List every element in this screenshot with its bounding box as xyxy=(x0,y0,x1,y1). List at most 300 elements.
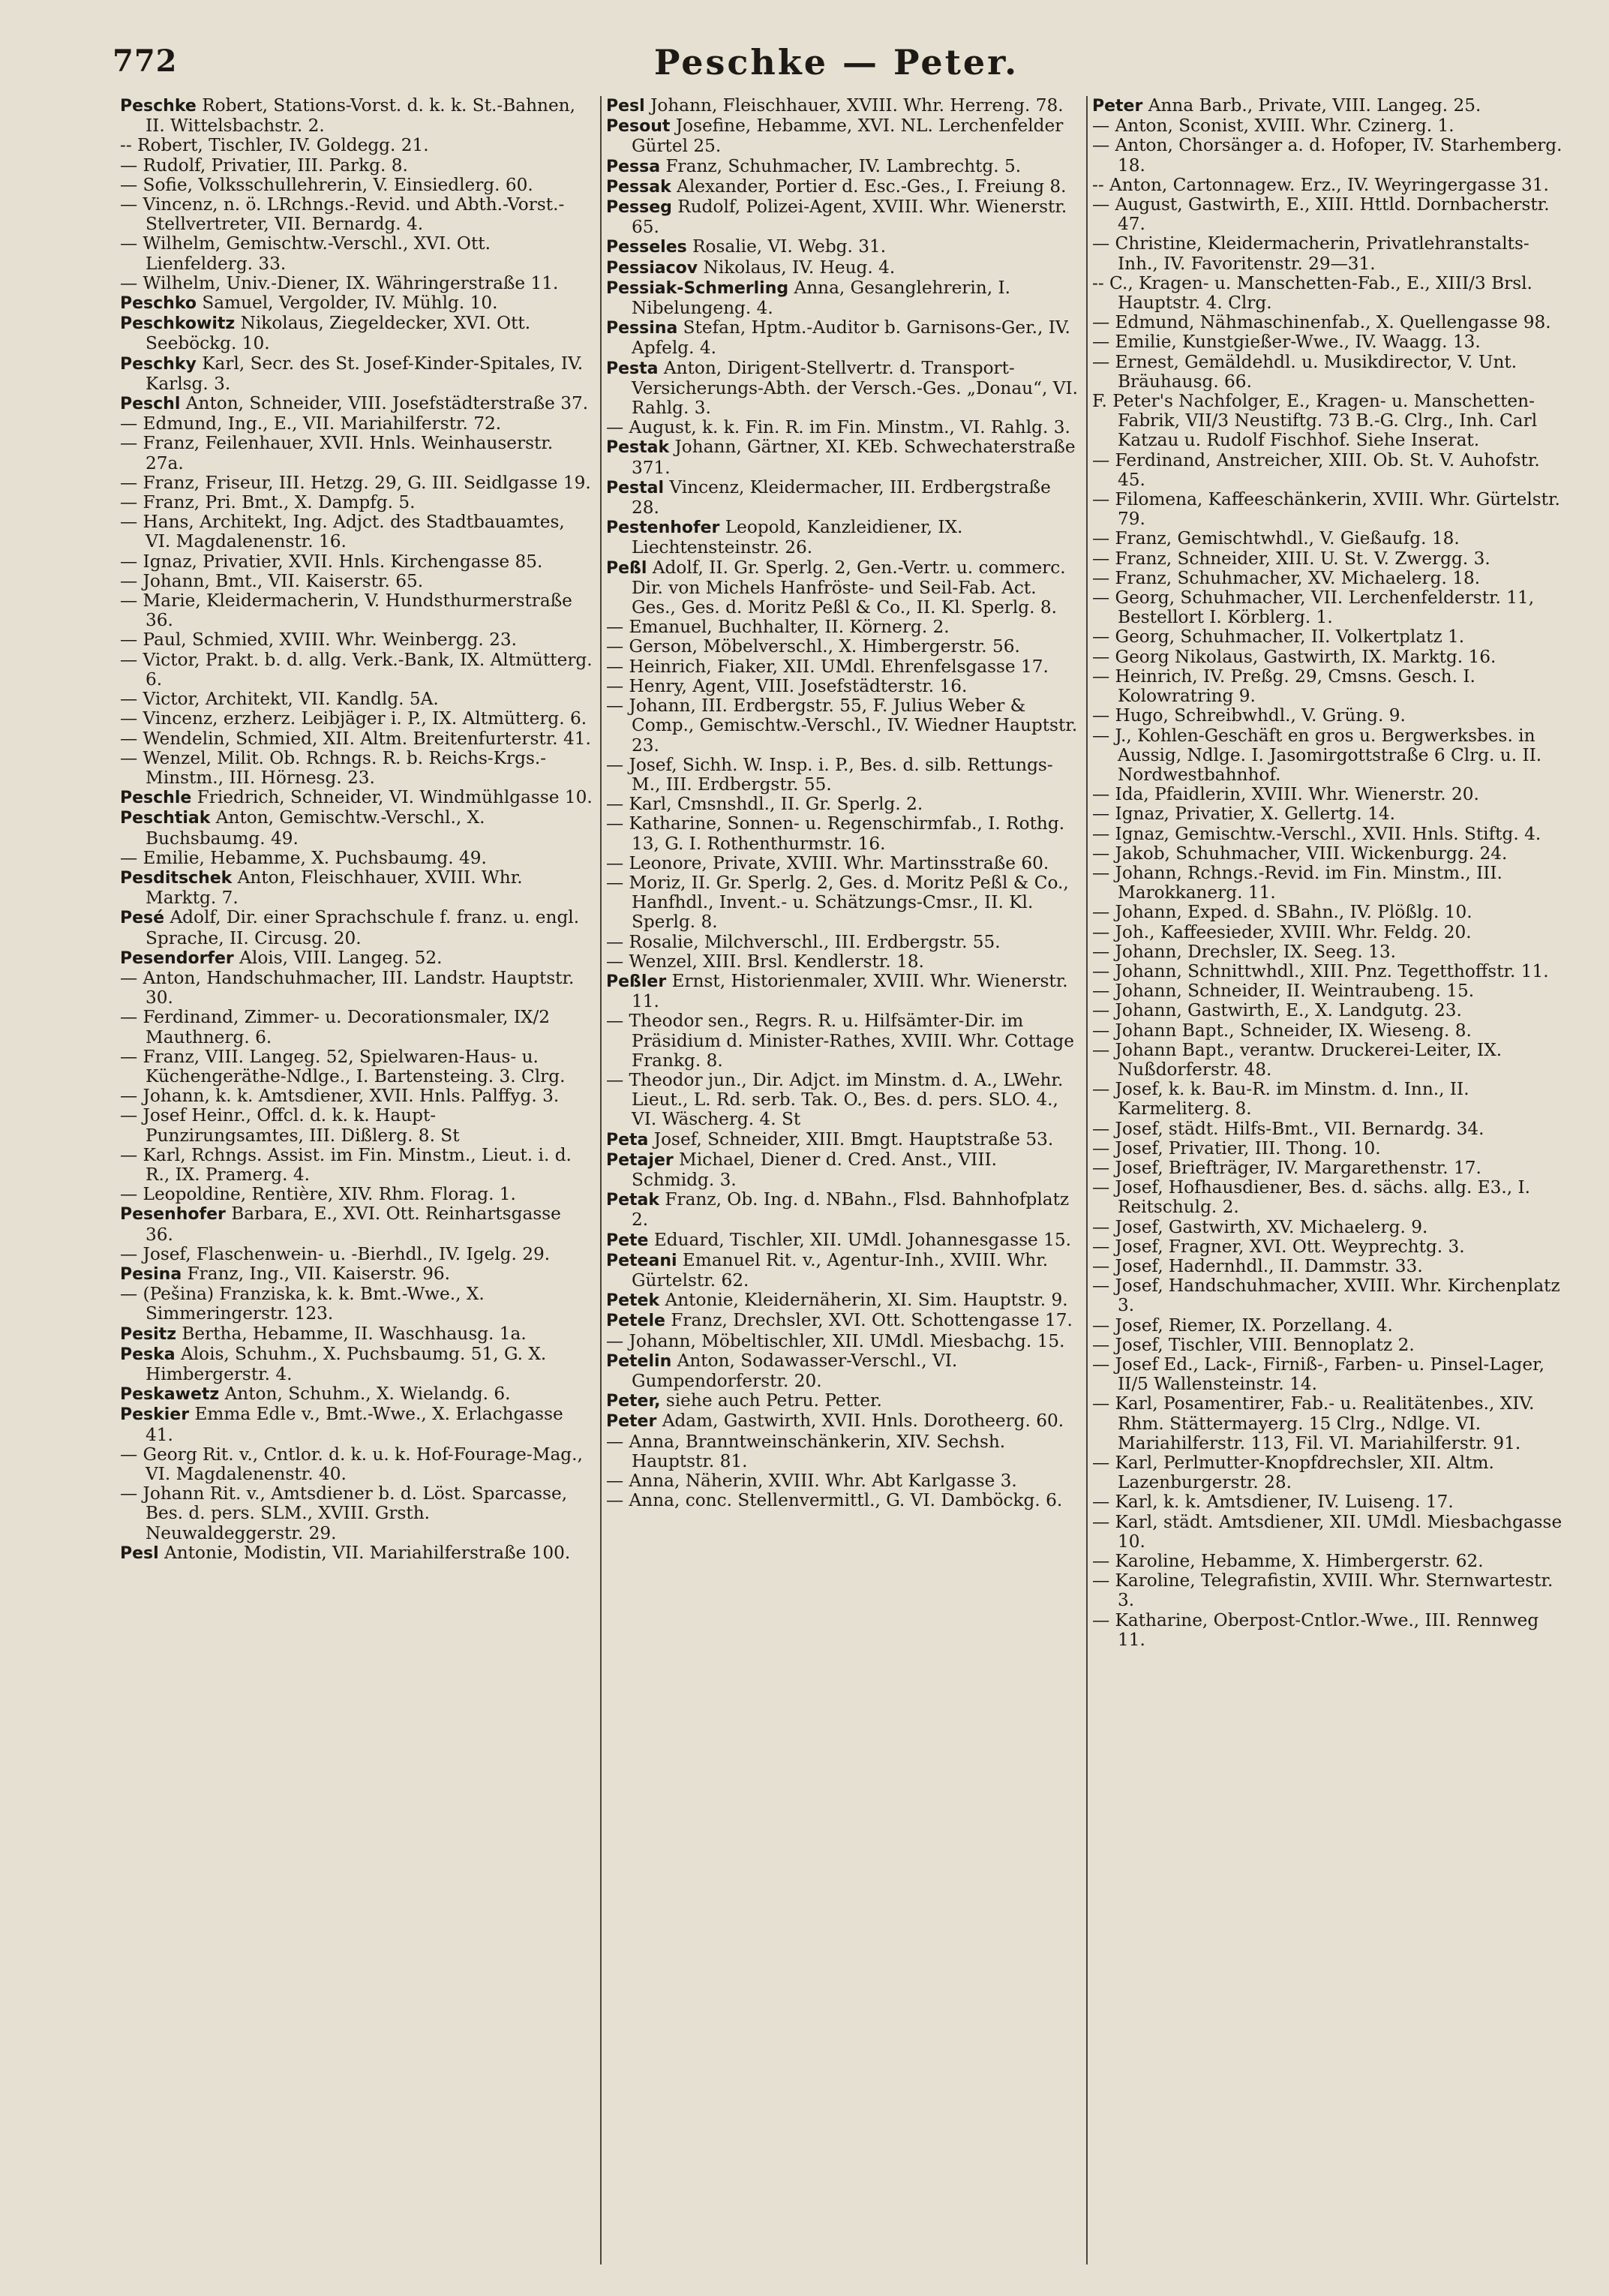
directory-entry xyxy=(1092,1513,1565,1552)
entry-details: — Karl, k. k. Amtsdiener, IV. Luiseng. 17. xyxy=(1092,1492,1454,1513)
entry-surname: Peter xyxy=(606,1412,657,1432)
entry-details: Franz, Ob. Ing. d. NBahn., Flsd. Bahnhofplatz 2. xyxy=(632,1189,1070,1231)
entry-surname: Pesseles xyxy=(606,238,687,257)
entry-details: — Josef, Gastwirth, XV. Michaelerg. 9. xyxy=(1092,1216,1428,1237)
entry-details: — Josef, städt. Hilfs-Bmt., VII. Bernardg. 34. xyxy=(1092,1118,1484,1139)
entry-details: — Johann Bapt., verantw. Druckerei-Leiter, IX. Nußdorferstr. 48. xyxy=(1092,1039,1502,1080)
entry-details: — Johann, Gastwirth, E., X. Landgutg. 23. xyxy=(1092,1000,1462,1021)
entry-details: Adolf, II. Gr. Sperlg. 2, Gen.-Vertr. u. commerc. Dir. von Michels Hanfröste- und Seil-Fab. Act. Ges., Ges. d. Moritz Peßl & Co., II. Kl. Sperlg. 8. xyxy=(632,557,1066,618)
directory-entry xyxy=(1092,1492,1565,1512)
directory-entry xyxy=(120,1345,593,1384)
entry-surname: Pestal xyxy=(606,478,665,497)
directory-entry xyxy=(120,1324,593,1345)
directory-entry xyxy=(1092,1394,1565,1453)
directory-entry xyxy=(1092,136,1565,175)
directory-entry xyxy=(1092,234,1565,273)
entry-surname: Pestak xyxy=(606,438,670,458)
directory-entry xyxy=(120,572,593,591)
entry-details: Anton, Gemischtw.-Verschl., X. Buchsbaumg. 49. xyxy=(146,807,485,849)
directory-entry xyxy=(1092,1041,1565,1080)
entry-details: — Anton, Handschuhmacher, III. Landstr. Hauptstr. 30. xyxy=(120,967,575,1008)
entry-details: Eduard, Tischler, XII. UMdl. Johannesgasse 15. xyxy=(653,1229,1071,1250)
directory-entry xyxy=(1092,923,1565,942)
entry-details: — Ignaz, Gemischtw.-Verschl., XVII. Hnls. Stiftg. 4. xyxy=(1092,823,1541,844)
entry-details: Nikolaus, IV. Heug. 4. xyxy=(703,257,896,278)
directory-entry xyxy=(606,1311,1079,1331)
entry-details: — Vincenz, n. ö. LRchngs.-Revid. und Abth.-Vorst.-Stellvertreter, VII. Bernardg. 4. xyxy=(120,194,565,235)
directory-entry xyxy=(606,258,1079,278)
directory-entry xyxy=(1092,1218,1565,1237)
directory-entry xyxy=(120,630,593,650)
entry-details: — Josef, Hofhausdiener, Bes. d. sächs. allg. E3., I. Reitschulg. 2. xyxy=(1092,1177,1531,1218)
directory-entry xyxy=(606,677,1079,696)
entry-surname: Peßl xyxy=(606,558,647,578)
entry-details: Anton, Sodawasser-Verschl., VI. Gumpendorferstr. 20. xyxy=(632,1350,958,1391)
entry-surname: Pete xyxy=(606,1231,649,1250)
entry-details: — Josef, Tischler, VIII. Bennoplatz 2. xyxy=(1092,1334,1415,1355)
entry-surname: Petak xyxy=(606,1191,660,1210)
entry-details: — Josef, Fragner, XVI. Ott. Weyprechtg. 3. xyxy=(1092,1236,1465,1257)
entry-details: — Wendelin, Schmied, XII. Altm. Breitenfurterstr. 41. xyxy=(120,728,591,749)
directory-entry xyxy=(1092,451,1565,490)
entry-details: — Josef, Handschuhmacher, XVIII. Whr. Kirchenplatz 3. xyxy=(1092,1276,1560,1316)
directory-entry xyxy=(120,729,593,749)
entry-details: Adolf, Dir. einer Sprachschule f. franz. u. engl. Sprache, II. Circusg. 20. xyxy=(146,907,580,948)
directory-entry xyxy=(120,1405,593,1444)
entry-details: — Franz, Pri. Bmt., X. Dampfg. 5. xyxy=(120,492,416,513)
directory-entry xyxy=(120,1146,593,1185)
directory-entry xyxy=(120,1484,593,1543)
directory-entry xyxy=(606,418,1079,437)
directory-entry xyxy=(606,1391,1079,1411)
entry-details: — Katharine, Oberpost-Cntlor.-Wwe., III. Rennweg 11. xyxy=(1092,1609,1539,1650)
entry-details: — Karl, Cmsnshdl., II. Gr. Sperlg. 2. xyxy=(606,794,923,815)
directory-entry xyxy=(120,314,593,353)
entry-details: — Karl, Rchngs. Assist. im Fin. Minstm., Lieut. i. d. R., IX. Pramerg. 4. xyxy=(120,1144,572,1185)
directory-entry xyxy=(1092,116,1565,136)
entry-details: -- Robert, Tischler, IV. Goldegg. 21. xyxy=(120,135,429,156)
entry-details: — Anton, Sconist, XVIII. Whr. Czinerg. 1. xyxy=(1092,116,1454,137)
running-head: Peschke — Peter. xyxy=(653,42,1019,83)
directory-entry xyxy=(1092,569,1565,588)
entry-details: — Johann, Rchngs.-Revid. im Fin. Minstm., III. Marokkanerg. 11. xyxy=(1092,862,1502,903)
directory-entry xyxy=(1092,1453,1565,1492)
entry-surname: Pesendorfer xyxy=(120,948,234,968)
directory-entry xyxy=(606,197,1079,237)
entry-details: F. Peter's Nachfolger, E., Kragen- u. Manschetten-Fabrik, VII/3 Neustiftg. 73 B.-G. Clrg., Inh. Carl Katzau u. Rudolf Fischhof. Siehe Inserat. xyxy=(1092,391,1538,451)
directory-entry xyxy=(606,795,1079,814)
directory-entry xyxy=(606,1231,1079,1251)
entry-details: — Ferdinand, Zimmer- u. Decorationsmaler, IX/2 Mauthnerg. 6. xyxy=(120,1007,551,1047)
entry-details: Franz, Schuhmacher, IV. Lambrechtg. 5. xyxy=(665,155,1022,176)
directory-entry xyxy=(120,1204,593,1244)
directory-entry xyxy=(120,591,593,630)
directory-entry xyxy=(120,1008,593,1047)
entry-surname: Peteani xyxy=(606,1251,677,1270)
directory-entry xyxy=(606,1150,1079,1190)
entry-details: — Wenzel, Milit. Ob. Rchngs. R. b. Reichs-Krgs.-Minstm., III. Hörnesg. 23. xyxy=(120,747,547,788)
entry-details: — Paul, Schmied, XVIII. Whr. Weinbergg. 23. xyxy=(120,630,518,651)
directory-entry xyxy=(120,473,593,493)
entry-details: Rosalie, VI. Webg. 31. xyxy=(692,236,887,257)
entry-details: Anna, Gesanglehrerin, I. Nibelungeng. 4. xyxy=(632,277,1011,319)
entry-details: — Johann, Schneider, II. Weintraubeng. 15. xyxy=(1092,981,1475,1002)
entry-details: — Joh., Kaffeesieder, XVIII. Whr. Feldg. 20. xyxy=(1092,921,1472,942)
directory-entry xyxy=(1092,903,1565,922)
entry-surname: Petek xyxy=(606,1291,660,1311)
entry-details: — Johann Rit. v., Amtsdiener b. d. Löst. Sparcasse, Bes. d. pers. SLM., XVIII. Grsth. Neuwaldeggerstr. 29. xyxy=(120,1483,568,1543)
directory-entry xyxy=(606,756,1079,795)
directory-entry xyxy=(1092,195,1565,234)
entry-details: — Edmund, Nähmaschinenfab., X. Quellengasse 98. xyxy=(1092,312,1551,333)
directory-entry xyxy=(120,1185,593,1204)
entry-details: Samuel, Vergolder, IV. Mühlg. 10. xyxy=(202,293,498,314)
entry-details: — Josef, Riemer, IX. Porzellang. 4. xyxy=(1092,1315,1393,1336)
page-number: 772 xyxy=(113,44,178,79)
entry-surname: Pessa xyxy=(606,157,661,176)
directory-entry xyxy=(1092,1276,1565,1315)
entry-details: Franz, Drechsler, XVI. Ott. Schottengasse 17. xyxy=(671,1310,1073,1331)
entry-surname: Pessina xyxy=(606,319,678,338)
entry-details: — Johann Bapt., Schneider, IX. Wieseng. 8. xyxy=(1092,1020,1472,1041)
directory-entry xyxy=(606,1190,1079,1230)
entry-surname: Pesout xyxy=(606,117,671,137)
entry-surname: Peschkowitz xyxy=(120,314,236,334)
directory-entry xyxy=(1092,981,1565,1001)
entry-details: Antonie, Modistin, VII. Mariahilferstraße 100. xyxy=(164,1542,571,1563)
directory-entry xyxy=(1092,706,1565,726)
entry-details: — Heinrich, Fiaker, XII. UMdl. Ehrenfelsgasse 17. xyxy=(606,656,1049,677)
column-1 xyxy=(120,96,593,2272)
directory-entry xyxy=(1092,1237,1565,1257)
entry-details: — (Pešina) Franziska, k. k. Bmt.-Wwe., X. Simmeringerstr. 123. xyxy=(120,1284,485,1324)
directory-entry xyxy=(1092,648,1565,667)
directory-entry xyxy=(606,696,1079,756)
entry-details: Anton, Fleischhauer, XVIII. Whr. Marktg. 7. xyxy=(146,867,523,909)
entry-details: — Ferdinand, Anstreicher, XIII. Ob. St. V. Auhofstr. 45. xyxy=(1092,449,1540,490)
directory-entry xyxy=(1092,1571,1565,1610)
entry-details: Franz, Ing., VII. Kaiserstr. 96. xyxy=(187,1263,450,1284)
directory-entry xyxy=(606,278,1079,318)
entry-surname: Peter, xyxy=(606,1392,661,1411)
directory-entry xyxy=(120,234,593,273)
entry-details: — Wilhelm, Univ.-Diener, IX. Währingerstraße 11. xyxy=(120,272,559,293)
entry-details: — Wilhelm, Gemischtw.-Verschl., XVI. Ott. Lienfelderg. 33. xyxy=(120,233,491,274)
directory-entry xyxy=(606,558,1079,618)
directory-entry xyxy=(1092,353,1565,392)
entry-details: Robert, Stations-Vorst. d. k. k. St.-Bahnen, II. Wittelsbachstr. 2. xyxy=(146,96,575,137)
directory-entry xyxy=(120,1285,593,1324)
entry-details: — Emilie, Hebamme, X. Puchsbaumg. 49. xyxy=(120,847,487,868)
directory-entry xyxy=(606,177,1079,197)
directory-entry xyxy=(1092,1316,1565,1336)
directory-entry xyxy=(120,156,593,176)
entry-details: — Marie, Kleidermacherin, V. Hundsthurmerstraße 36. xyxy=(120,591,572,631)
directory-entry xyxy=(120,690,593,709)
directory-entry xyxy=(120,1445,593,1484)
entry-surname: Pesditschek xyxy=(120,868,233,888)
entry-details: — Emilie, Kunstgießer-Wwe., IV. Waagg. 13. xyxy=(1092,332,1481,353)
entry-details: Alexander, Portier d. Esc.-Ges., I. Freiung 8. xyxy=(677,176,1067,197)
directory-entry xyxy=(1092,1336,1565,1355)
entry-surname: Peßler xyxy=(606,972,667,991)
directory-entry xyxy=(606,478,1079,518)
entry-surname: Peschtiak xyxy=(120,809,211,828)
entry-details: — Anna, Branntweinschänkerin, XIV. Sechsh. Hauptstr. 81. xyxy=(606,1431,1006,1471)
entry-surname: Pessiacov xyxy=(606,258,698,278)
entry-details: — Johann, III. Erdbergstr. 55, F. Julius Weber & Comp., Gemischtw.-Verschl., IV. Wiedner Hauptstr. 23. xyxy=(606,696,1078,756)
entry-details: — Josef, Flaschenwein- u. -Bierhdl., IV. Igelg. 29. xyxy=(120,1243,551,1264)
entry-details: — Sofie, Volksschullehrerin, V. Einsiedlerg. 60. xyxy=(120,174,533,195)
directory-entry xyxy=(1092,1119,1565,1139)
directory-entry xyxy=(1092,1021,1565,1041)
entry-details: — Rudolf, Privatier, III. Parkg. 8. xyxy=(120,155,408,176)
entry-details: Karl, Secr. des St. Josef-Kinder-Spitales, IV. Karlsg. 3. xyxy=(146,353,584,394)
directory-entry xyxy=(120,969,593,1008)
directory-entry xyxy=(120,414,593,434)
entry-details: — Moriz, II. Gr. Sperlg. 2, Ges. d. Moritz Peßl & Co., Hanfhdl., Invent.- u. Schätzungs-Cmsr., II. Kl. Sperlg. 8. xyxy=(606,872,1069,933)
entry-details: Ernst, Historienmaler, XVIII. Whr. Wienerstr. 11. xyxy=(632,970,1068,1012)
directory-entry xyxy=(1092,844,1565,864)
entry-details: Josefine, Hebamme, XVI. NL. Lerchenfelder Gürtel 25. xyxy=(632,116,1064,157)
entry-details: — Theodor sen., Regrs. R. u. Hilfsämter-Dir. im Präsidium d. Minister-Rathes, XVIII. Whr. Cottage Frankg. 8. xyxy=(606,1011,1075,1071)
directory-entry xyxy=(606,1432,1079,1471)
directory-entry xyxy=(120,293,593,314)
entry-details: — Franz, Friseur, III. Hetzg. 29, G. III. Seidlgasse 19. xyxy=(120,472,591,493)
entry-details: — Leopoldine, Rentière, XIV. Rhm. Florag. 1. xyxy=(120,1184,516,1205)
entry-details: — Josef, Hadernhdl., II. Dammstr. 33. xyxy=(1092,1255,1423,1276)
entry-surname: Pesl xyxy=(120,1543,159,1563)
entry-details: Johann, Fleischhauer, XVIII. Whr. Herreng. 78. xyxy=(650,96,1064,116)
directory-entry xyxy=(120,808,593,848)
directory-entry xyxy=(120,274,593,293)
directory-columns xyxy=(120,96,1568,2272)
entry-details: — Heinrich, IV. Preßg. 29, Cmsns. Gesch. I. Kolowratring 9. xyxy=(1092,666,1475,707)
entry-details: — Vincenz, erzherz. Leibjäger i. P., IX. Altmütterg. 6. xyxy=(120,708,587,729)
entry-details: — Josef, Briefträger, IV. Margarethenstr. 17. xyxy=(1092,1157,1481,1178)
entry-surname: Peska xyxy=(120,1345,176,1364)
entry-details: Johann, Gärtner, XI. KEb. Schwechaterstraße 371. xyxy=(632,437,1076,478)
entry-details: — Anton, Chorsänger a. d. Hofoper, IV. Starhemberg. 18. xyxy=(1092,135,1562,176)
directory-entry xyxy=(1092,825,1565,844)
entry-details: — Ignaz, Privatier, X. Gellertg. 14. xyxy=(1092,804,1395,825)
entry-details: — August, Gastwirth, E., XIII. Httld. Dornbacherstr. 47. xyxy=(1092,194,1550,235)
directory-entry xyxy=(120,1047,593,1086)
directory-entry xyxy=(1092,176,1565,195)
entry-details: -- Anton, Cartonnagew. Erz., IV. Weyringergasse 31. xyxy=(1092,174,1549,195)
entry-details: Barbara, E., XVI. Ott. Reinhartsgasse 36. xyxy=(146,1204,561,1245)
entry-details: — Georg Rit. v., Cntlor. d. k. u. k. Hof-Fourage-Mag., VI. Magdalenenstr. 40. xyxy=(120,1444,583,1485)
entry-details: — Rosalie, Milchverschl., III. Erdbergstr. 55. xyxy=(606,931,1001,952)
directory-entry xyxy=(120,868,593,908)
directory-entry xyxy=(120,176,593,195)
directory-entry xyxy=(120,434,593,473)
entry-details: Nikolaus, Ziegeldecker, XVI. Ott. Seeböckg. 10. xyxy=(146,313,531,354)
entry-details: — Ida, Pfaidlerin, XVIII. Whr. Wienerstr. 20. xyxy=(1092,784,1479,805)
directory-entry xyxy=(1092,274,1565,313)
directory-entry xyxy=(606,637,1079,657)
directory-entry xyxy=(1092,1611,1565,1650)
directory-entry xyxy=(606,1411,1079,1432)
entry-details: — August, k. k. Fin. R. im Fin. Minstm., VI. Rahlg. 3. xyxy=(606,417,1070,438)
entry-details: Friedrich, Schneider, VI. Windmühlgasse 10. xyxy=(197,787,593,808)
entry-details: — Filomena, Kaffeeschänkerin, XVIII. Whr. Gürtelstr. 79. xyxy=(1092,489,1560,530)
directory-entry xyxy=(1092,1355,1565,1394)
directory-entry xyxy=(606,437,1079,477)
entry-surname: Peta xyxy=(606,1130,649,1150)
directory-entry xyxy=(606,1130,1079,1150)
entry-details: Bertha, Hebamme, II. Waschhausg. 1a. xyxy=(182,1323,527,1344)
directory-entry xyxy=(120,651,593,690)
entry-surname: Pestenhofer xyxy=(606,518,720,538)
directory-entry xyxy=(606,116,1079,156)
entry-details: — Anna, Näherin, XVIII. Whr. Abt Karlgasse 3. xyxy=(606,1471,1017,1492)
directory-entry xyxy=(606,1291,1079,1311)
entry-surname: Peskier xyxy=(120,1405,190,1425)
directory-entry xyxy=(1092,588,1565,627)
directory-entry xyxy=(1092,1178,1565,1217)
entry-details: — Johann, k. k. Amtsdiener, XVII. Hnls. Palffyg. 3. xyxy=(120,1086,560,1107)
entry-surname: Pesseg xyxy=(606,198,672,218)
column-2 xyxy=(606,96,1079,2272)
directory-entry xyxy=(606,1011,1079,1071)
directory-entry xyxy=(1092,942,1565,962)
directory-entry xyxy=(120,709,593,729)
entry-details: — Georg, Schuhmacher, II. Volkertplatz 1. xyxy=(1092,627,1465,648)
directory-entry xyxy=(606,952,1079,972)
directory-entry xyxy=(606,873,1079,933)
directory-entry xyxy=(120,552,593,572)
directory-entry xyxy=(606,96,1079,116)
directory-entry xyxy=(606,1071,1079,1130)
directory-entry xyxy=(1092,667,1565,706)
directory-entry xyxy=(120,96,593,136)
entry-details: — Josef Heinr., Offcl. d. k. k. Haupt-Punzirungsamtes, III. Dißlerg. 8. St xyxy=(120,1105,460,1146)
entry-details: — Karl, Perlmutter-Knopfdrechsler, XII. Altm. Lazenburgerstr. 28. xyxy=(1092,1453,1494,1493)
directory-entry xyxy=(606,359,1079,419)
directory-entry xyxy=(606,1332,1079,1351)
entry-surname: Petele xyxy=(606,1312,665,1331)
directory-entry xyxy=(1092,726,1565,786)
entry-surname: Pesenhofer xyxy=(120,1205,226,1225)
entry-details: Josef, Schneider, XIII. Bmgt. Hauptstraße 53. xyxy=(653,1128,1054,1150)
directory-entry xyxy=(120,908,593,948)
entry-surname: Pesina xyxy=(120,1264,182,1284)
entry-surname: Peschko xyxy=(120,294,197,314)
directory-entry xyxy=(1092,1159,1565,1178)
entry-details: Vincenz, Kleidermacher, III. Erdbergstraße 28. xyxy=(632,476,1051,518)
directory-entry xyxy=(606,814,1079,853)
directory-entry xyxy=(606,1351,1079,1391)
entry-details: — Victor, Architekt, VII. Kandlg. 5A. xyxy=(120,689,439,710)
entry-details: — Franz, Gemischtwhdl., V. Gießaufg. 18. xyxy=(1092,528,1460,549)
directory-entry xyxy=(1092,864,1565,903)
entry-details: — Karoline, Hebamme, X. Himbergerstr. 62. xyxy=(1092,1551,1484,1572)
entry-surname: Pessiak-Schmerling xyxy=(606,278,789,298)
directory-entry xyxy=(1092,1080,1565,1119)
entry-surname: Pesitz xyxy=(120,1324,177,1344)
entry-details: — Gerson, Möbelverschl., X. Himbergerstr. 56. xyxy=(606,636,1020,657)
directory-entry xyxy=(606,157,1079,177)
entry-details: — Franz, VIII. Langeg. 52, Spielwaren-Haus- u. Küchengeräthe-Ndlge., I. Bartensteing. 3. Clrg. xyxy=(120,1046,566,1086)
directory-entry xyxy=(120,788,593,808)
entry-details: — Victor, Prakt. b. d. allg. Verk.-Bank, IX. Altmütterg. 6. xyxy=(120,649,593,690)
entry-surname: Peschle xyxy=(120,789,192,808)
entry-details: — Jakob, Schuhmacher, VIII. Wickenburgg. 24. xyxy=(1092,843,1508,864)
entry-details: siehe auch Petru. Petter. xyxy=(665,1390,882,1411)
directory-entry xyxy=(120,354,593,394)
entry-details: — Karoline, Telegrafistin, XVIII. Whr. Sternwartestr. 3. xyxy=(1092,1570,1553,1611)
entry-details: Emma Edle v., Bmt.-Wwe., X. Erlachgasse 41. xyxy=(146,1404,563,1445)
directory-entry xyxy=(606,933,1079,952)
directory-entry xyxy=(1092,96,1565,116)
entry-surname: Petajer xyxy=(606,1150,674,1170)
entry-details: — Henry, Agent, VIII. Josefstädterstr. 16. xyxy=(606,675,968,696)
entry-details: — Edmund, Ing., E., VII. Mariahilferstr. 72. xyxy=(120,413,502,434)
entry-details: — Karl, Posamentirer, Fab.- u. Realitätenbes., XIV. Rhm. Stättermayerg. 15 Clrg., Ndlge. VI. Mariahilferstr. 113, Fil. VI. Mariahilferstr. 91. xyxy=(1092,1393,1535,1453)
entry-details: — Hugo, Schreibwhdl., V. Grüng. 9. xyxy=(1092,705,1406,726)
entry-details: — Theodor jun., Dir. Adjct. im Minstm. d. A., LWehr. Lieut., L. Rd. serb. Tak. O., Bes. d. pers. SLO. 4., VI. Wäscherg. 4. St xyxy=(606,1069,1064,1130)
entry-surname: Pesl xyxy=(606,97,645,116)
directory-entry xyxy=(120,1245,593,1264)
directory-entry xyxy=(1092,1552,1565,1571)
entry-surname: Pesé xyxy=(120,909,165,928)
entry-details: — Ernest, Gemäldehdl. u. Musikdirector, V. Unt. Bräuhausg. 66. xyxy=(1092,351,1517,392)
directory-entry xyxy=(1092,490,1565,529)
directory-entry xyxy=(1092,392,1565,451)
directory-entry xyxy=(120,493,593,512)
entry-details: Alois, Schuhm., X. Puchsbaumg. 51, G. X. Himbergerstr. 4. xyxy=(146,1343,547,1384)
entry-details: Leopold, Kanzleidiener, IX. Liechtensteinstr. 26. xyxy=(632,517,963,558)
entry-details: Anton, Schuhm., X. Wielandg. 6. xyxy=(224,1384,511,1405)
directory-entry xyxy=(120,948,593,969)
entry-details: Anna Barb., Private, VIII. Langeg. 25. xyxy=(1148,96,1481,116)
directory-entry xyxy=(606,854,1079,873)
entry-details: — Johann, Bmt., VII. Kaiserstr. 65. xyxy=(120,570,424,591)
directory-entry xyxy=(1092,1139,1565,1159)
entry-details: — Johann, Drechsler, IX. Seeg. 13. xyxy=(1092,941,1397,962)
entry-details: Adam, Gastwirth, XVII. Hnls. Dorotheerg. 60. xyxy=(662,1411,1064,1432)
entry-details: — Christine, Kleidermacherin, Privatlehranstalts-Inh., IV. Favoritenstr. 29—31. xyxy=(1092,233,1529,274)
directory-entry xyxy=(606,518,1079,557)
directory-entry xyxy=(606,1471,1079,1491)
directory-entry xyxy=(120,1264,593,1285)
entry-surname: Petelin xyxy=(606,1351,672,1371)
entry-surname: Peter xyxy=(1092,97,1143,116)
directory-entry xyxy=(606,237,1079,257)
entry-details: Alois, VIII. Langeg. 52. xyxy=(239,947,443,968)
entry-details: — Georg, Schuhmacher, VII. Lerchenfelderstr. 11, Bestellort I. Körblerg. 1. xyxy=(1092,588,1535,628)
directory-entry xyxy=(1092,1257,1565,1276)
directory-entry xyxy=(120,512,593,551)
entry-details: Anton, Dirigent-Stellvertr. d. Transport-Versicherungs-Abth. der Versch.-Ges. „Donau“, VI. Rahlg. 3. xyxy=(632,357,1078,419)
entry-details: — Josef, k. k. Bau-R. im Minstm. d. Inn., II. Karmeliterg. 8. xyxy=(1092,1079,1469,1119)
entry-details: — Anna, conc. Stellenvermittl., G. VI. Damböckg. 6. xyxy=(606,1490,1063,1511)
entry-details: — Franz, Schuhmacher, XV. Michaelerg. 18. xyxy=(1092,567,1481,588)
entry-details: — Josef Ed., Lack-, Firniß-, Farben- u. Pinsel-Lager, II/5 Wallensteinstr. 14. xyxy=(1092,1354,1545,1395)
entry-surname: Peschl xyxy=(120,395,181,414)
entry-details: — Franz, Schneider, XIII. U. St. V. Zwergg. 3. xyxy=(1092,548,1490,569)
entry-details: — Emanuel, Buchhalter, II. Körnerg. 2. xyxy=(606,617,950,638)
directory-entry xyxy=(120,849,593,868)
entry-details: — Georg Nikolaus, Gastwirth, IX. Marktg. 16. xyxy=(1092,646,1496,667)
entry-details: — Wenzel, XIII. Brsl. Kendlerstr. 18. xyxy=(606,951,924,972)
directory-entry xyxy=(1092,962,1565,981)
entry-details: — Katharine, Sonnen- u. Regenschirmfab., I. Rothg. 13, G. I. Rothenthurmstr. 16. xyxy=(606,813,1065,854)
entry-details: — Johann, Möbeltischler, XII. UMdl. Miesbachg. 15. xyxy=(606,1330,1065,1351)
entry-details: — Josef, Sichh. W. Insp. i. P., Bes. d. silb. Rettungs-M., III. Erdbergstr. 55. xyxy=(606,754,1053,795)
directory-entry xyxy=(1092,627,1565,647)
